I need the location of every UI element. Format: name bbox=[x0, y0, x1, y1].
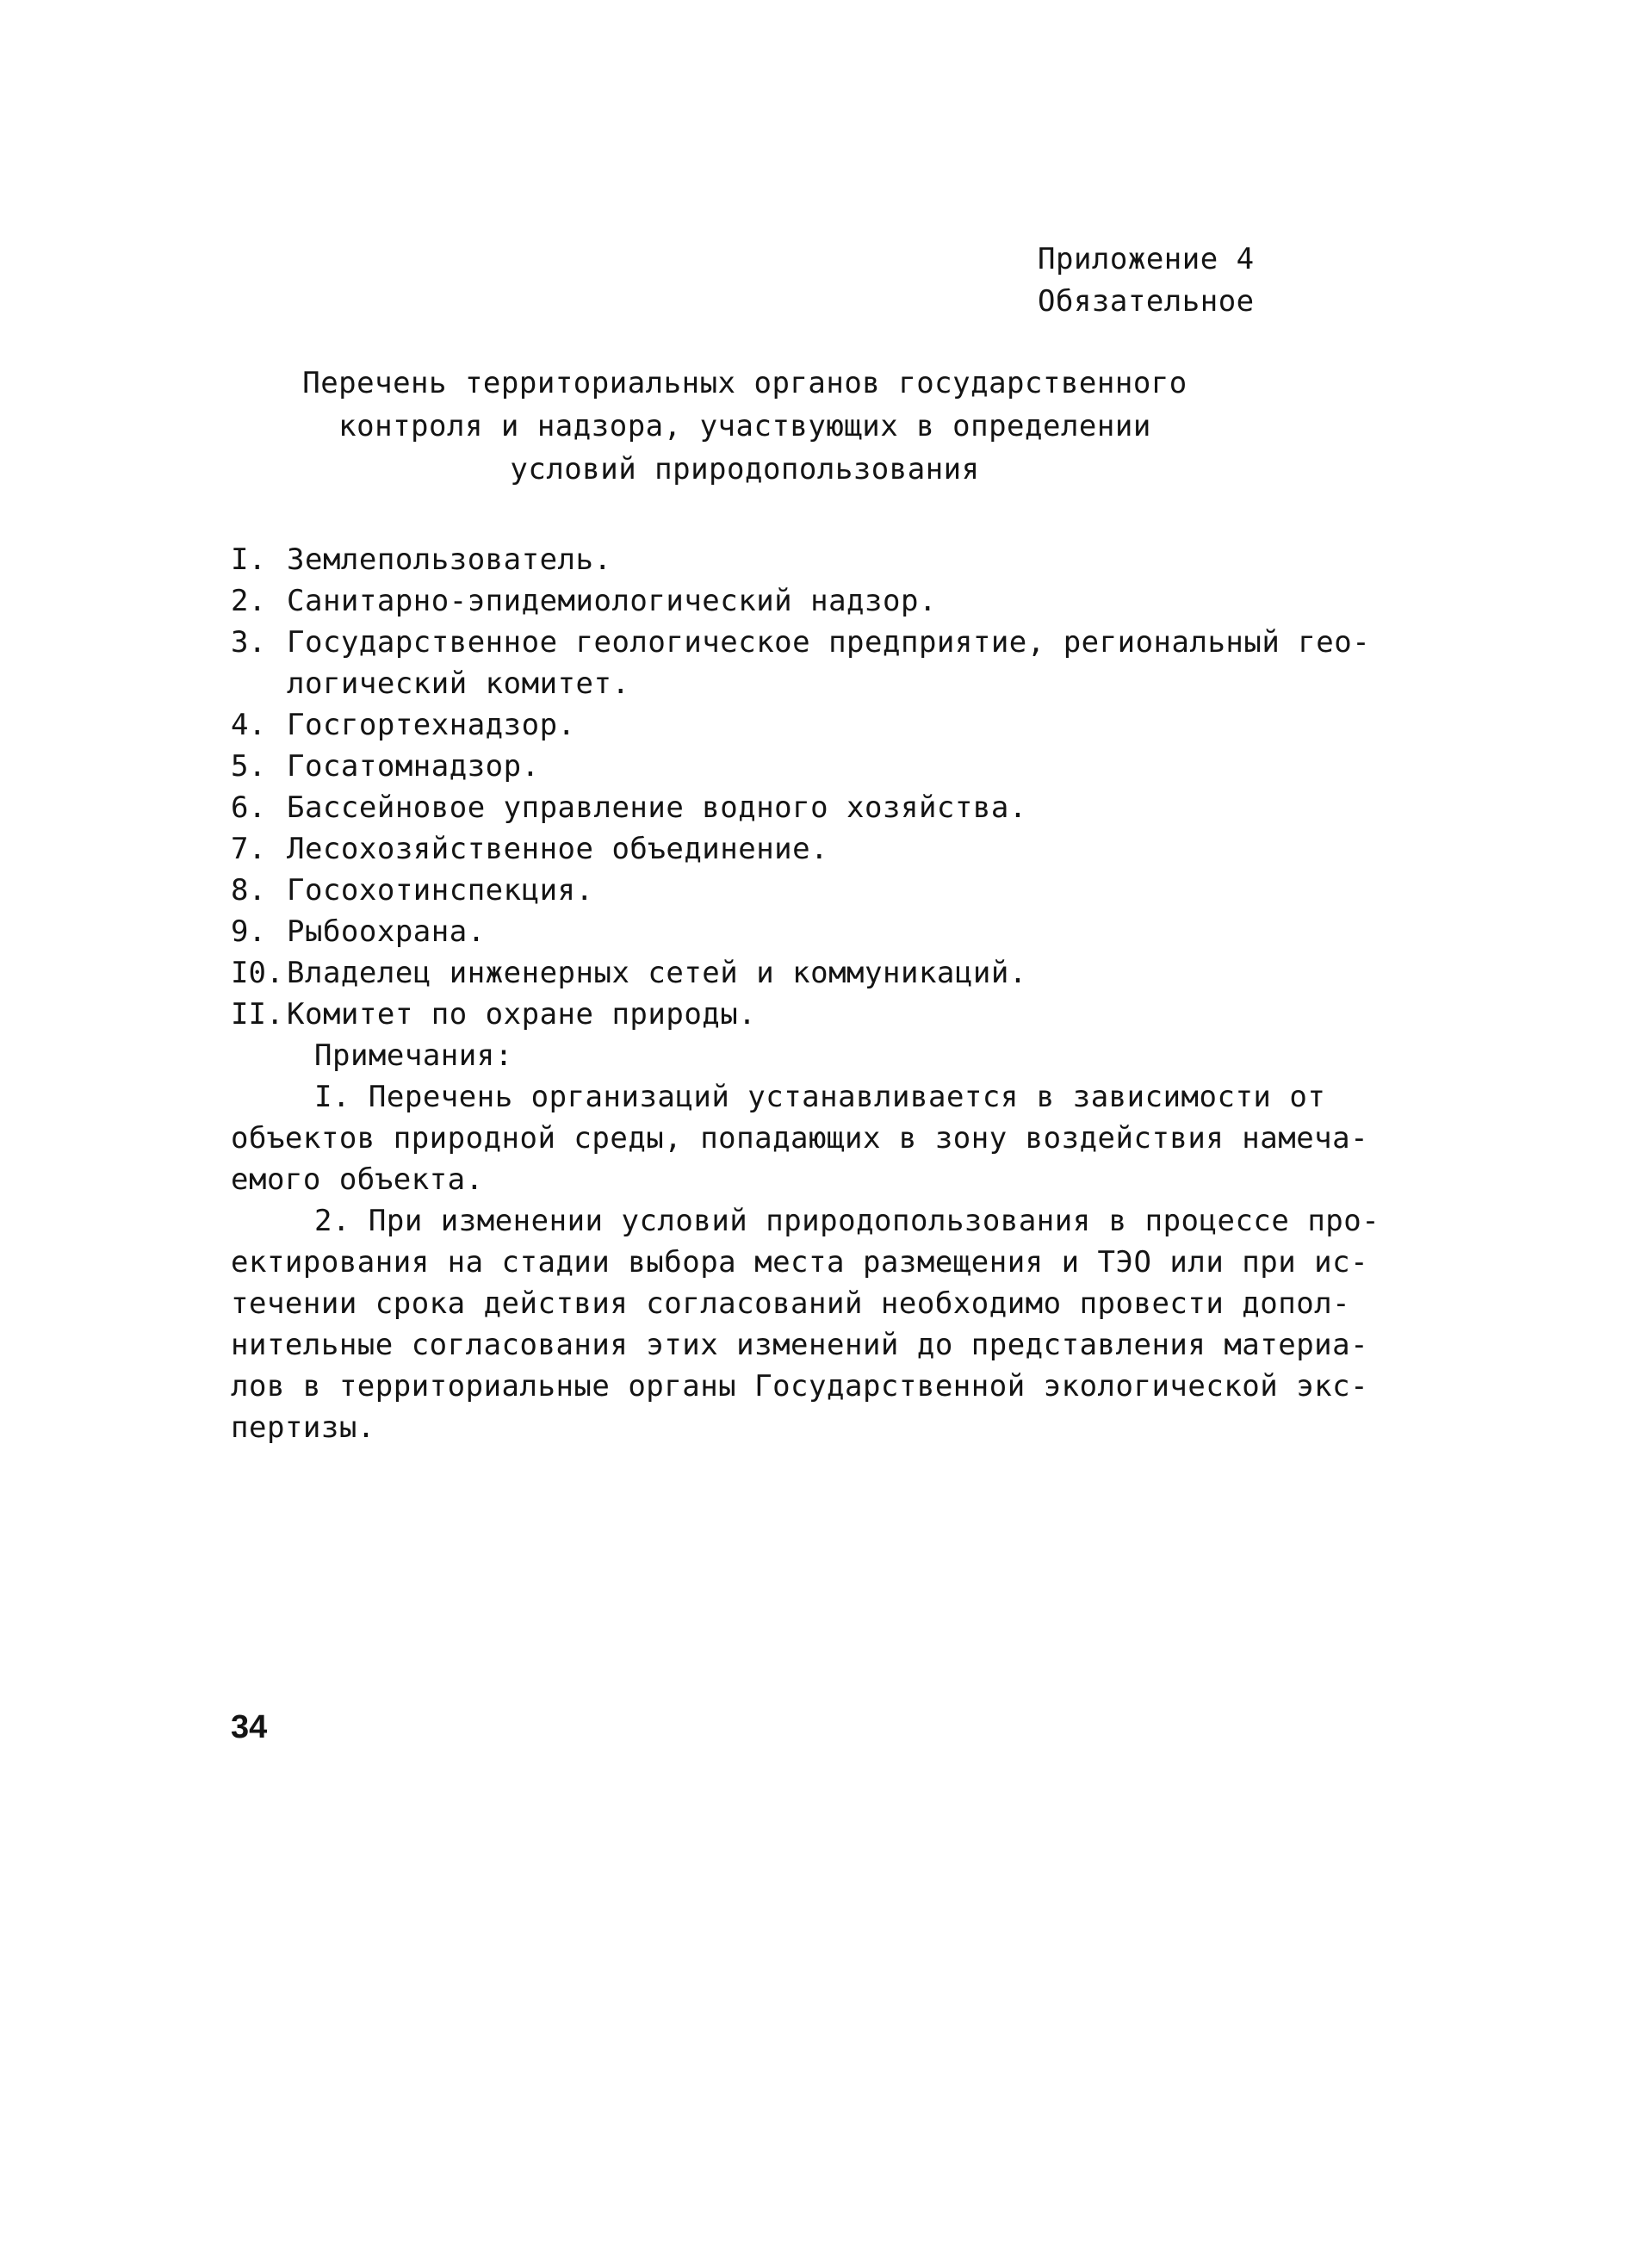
note-line: 2. При изменении условий природопользования в процессе про- bbox=[314, 1204, 1380, 1238]
note-line: объектов природной среды, попадающих в зону воздействия намеча- bbox=[231, 1121, 1369, 1156]
list-item-text: Государственное геологическое предприятие, региональный гео- bbox=[287, 625, 1371, 660]
list-item-text: Рыбоохрана. bbox=[287, 914, 486, 949]
list-item-text: Землепользователь. bbox=[287, 542, 612, 577]
list-item-text: Бассейновое управление водного хозяйства. bbox=[287, 790, 1027, 825]
list-item-number: 2. bbox=[231, 584, 266, 618]
list-item-number: 3. bbox=[231, 625, 266, 660]
list-item-number: I0. bbox=[231, 956, 284, 990]
list-item-text: Комитет по охране природы. bbox=[287, 997, 757, 1032]
list-item-text: Госохотинспекция. bbox=[287, 873, 594, 908]
title-line-2: контроля и надзора, участвующих в определении bbox=[338, 409, 1151, 443]
list-item-number: 4. bbox=[231, 708, 266, 742]
page-number: 34 bbox=[231, 1709, 268, 1745]
appendix-label: Приложение 4 bbox=[1038, 242, 1255, 276]
list-item-text-continued: логический комитет. bbox=[287, 666, 630, 701]
list-item-number: 7. bbox=[231, 832, 266, 866]
title-line-1: Перечень территориальных органов государственного bbox=[302, 366, 1187, 400]
note-line: нительные согласования этих изменений до представления материа- bbox=[231, 1328, 1369, 1362]
title-line-3: условий природопользования bbox=[510, 452, 980, 486]
list-item-number: I. bbox=[231, 542, 266, 577]
list-item-text: Лесохозяйственное объединение. bbox=[287, 832, 829, 866]
notes-heading: Примечания: bbox=[314, 1038, 513, 1073]
note-line: I. Перечень организаций устанавливается в зависимости от bbox=[314, 1080, 1326, 1114]
list-item-number: 6. bbox=[231, 790, 266, 825]
note-line: лов в территориальные органы Государственной экологической экс- bbox=[231, 1369, 1369, 1404]
note-line: течении срока действия согласований необходимо провести допол- bbox=[231, 1286, 1351, 1321]
note-line: емого объекта. bbox=[231, 1162, 484, 1197]
appendix-status: Обязательное bbox=[1038, 284, 1255, 319]
list-item-number: II. bbox=[231, 997, 284, 1032]
list-item-number: 9. bbox=[231, 914, 266, 949]
list-item-number: 5. bbox=[231, 749, 266, 784]
list-item-text: Санитарно-эпидемиологический надзор. bbox=[287, 584, 937, 618]
note-line: ектирования на стадии выбора места размещения и ТЭО или при ис- bbox=[231, 1245, 1369, 1280]
list-item-text: Госатомнадзор. bbox=[287, 749, 540, 784]
list-item-number: 8. bbox=[231, 873, 266, 908]
note-line: пертизы. bbox=[231, 1410, 375, 1445]
list-item-text: Госгортехнадзор. bbox=[287, 708, 576, 742]
list-item-text: Владелец инженерных сетей и коммуникаций. bbox=[287, 956, 1027, 990]
